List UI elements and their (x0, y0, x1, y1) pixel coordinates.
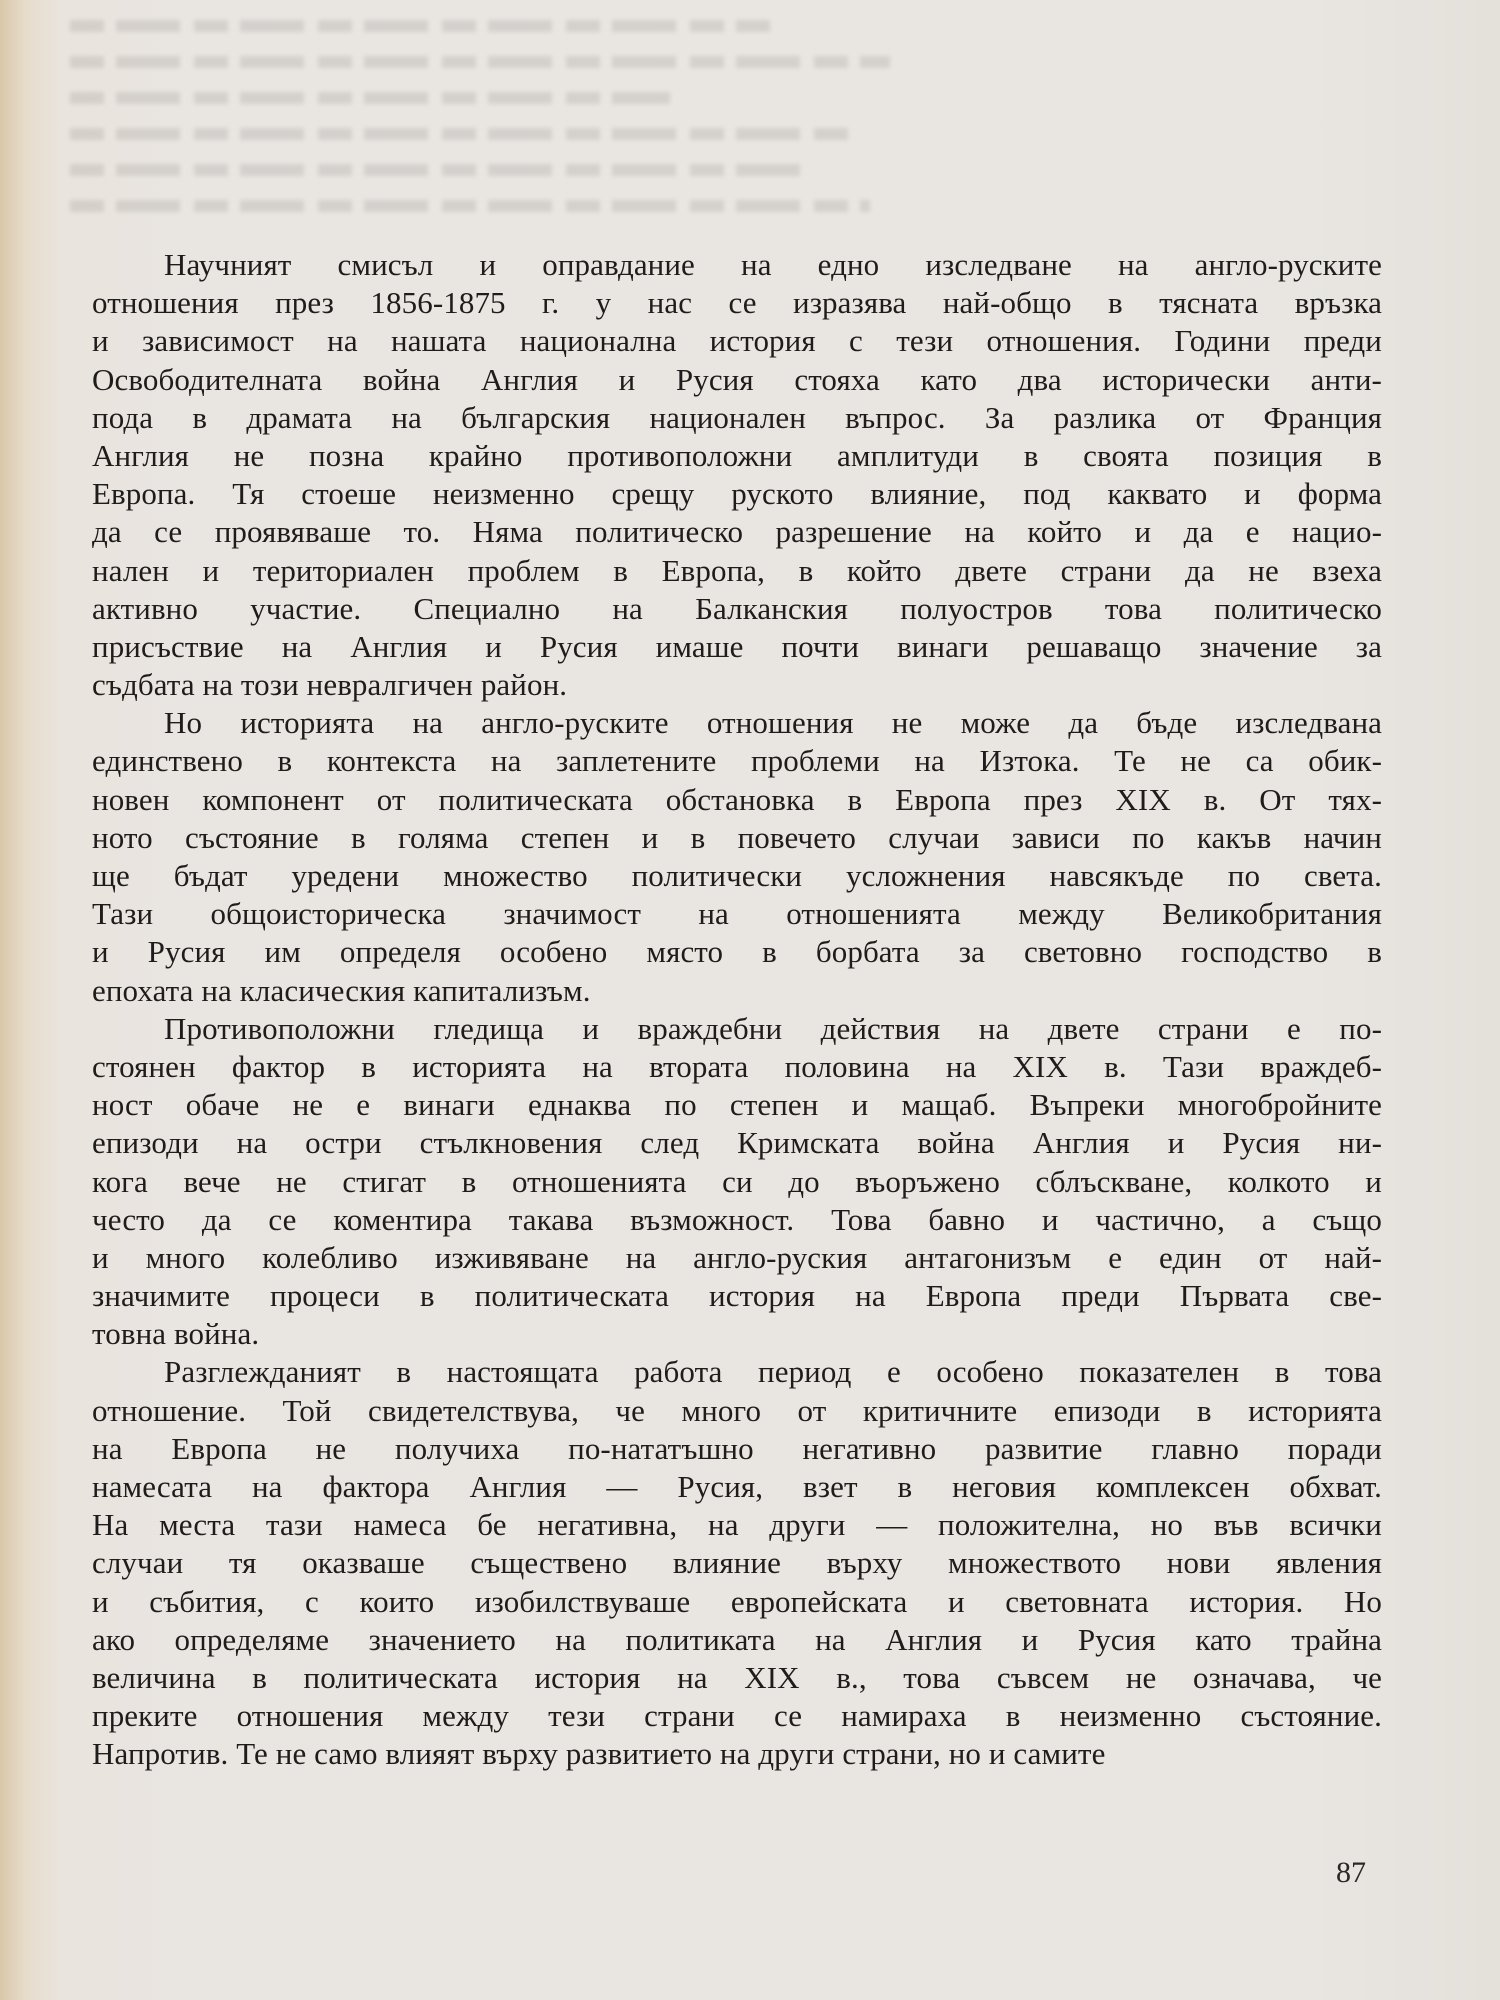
text-line: ното състояние в голяма степен и в повечето случаи зависи по какъв начин (92, 819, 1382, 855)
text-line: пода в драмата на българския национален въпрос. За разлика от Франция (92, 399, 1382, 435)
text-line: кога вече не стигат в отношенията си до въоръжено сблъскване, колкото и (92, 1163, 1382, 1199)
paragraph (92, 704, 1382, 1010)
text-line: ност обаче не е винаги еднаква по степен и мащаб. Въпреки многобройните (92, 1087, 1382, 1123)
text-line: да се проявяваше то. Няма политическо разрешение на който и да е нацио- (92, 514, 1382, 550)
paragraph (92, 1010, 1382, 1354)
text-line: Англия не позна крайно противоположни амплитуди в своята позиция в (92, 437, 1382, 473)
text-line: случаи тя оказваше съществено влияние върху множеството нови явления (92, 1545, 1382, 1581)
text-line: често да се коментира такава възможност. Това бавно и частично, а също (92, 1201, 1382, 1237)
text-line: На места тази намеса бе негативна, на други — положителна, но във всички (92, 1507, 1382, 1543)
body-text (92, 246, 1382, 1774)
reverse-side-bleed-through (70, 20, 1070, 250)
text-line: отношение. Той свидетелствува, че много от критичните епизоди в историята (92, 1392, 1382, 1428)
text-line: единствено в контекста на заплетените проблеми на Изтока. Те не са обик- (92, 743, 1382, 779)
text-line: Разглежданият в настоящата работа период е особено показателен в това (164, 1354, 1382, 1390)
text-line: нален и териториален проблем в Европа, в който двете страни да не взеха (92, 552, 1382, 588)
text-line: новен компонент от политическата обстановка в Европа през XIX в. От тях- (92, 781, 1382, 817)
paragraph (92, 246, 1382, 704)
text-line: намесата на фактора Англия — Русия, взет в неговия комплексен обхват. (92, 1469, 1382, 1504)
text-line: товна война. (92, 1316, 260, 1352)
text-line: и Русия им определя особено място в борбата за световно господство в (92, 934, 1382, 970)
text-line: на Европа не получиха по-нататъшно негативно развитие главно поради (92, 1430, 1382, 1466)
text-line: епохата на класическия капитализъм. (92, 972, 591, 1008)
text-line: и много колебливо изживяване на англо-руския антагонизъм е един от най- (92, 1239, 1382, 1275)
text-line: величина в политическата история на XIX в., това съвсем не означава, че (92, 1659, 1382, 1695)
paragraph (92, 1353, 1382, 1773)
text-line: значимите процеси в политическата история на Европа преди Първата све- (92, 1278, 1382, 1314)
text-line: активно участие. Специално на Балканския полуостров това политическо (92, 590, 1382, 626)
page-number: 87 (1336, 1856, 1366, 1889)
text-line: съдбата на този невралгичен район. (92, 667, 568, 703)
text-line: присъствие на Англия и Русия имаше почти винаги решаващо значение за (92, 628, 1382, 664)
text-line: Противоположни гледища и враждебни действия на двете страни е по- (164, 1010, 1382, 1046)
text-line: и зависимост на нашата национална история с тези отношения. Години преди (92, 323, 1382, 359)
text-line: Напротив. Те не само влияят върху развитието на други страни, но и самите (92, 1736, 1106, 1772)
text-line: Тази общоисторическа значимост на отношенията между Великобритания (92, 896, 1382, 932)
text-line: отношения през 1856-1875 г. у нас се изразява най-общо в тясната връзка (92, 285, 1382, 321)
text-line: и събития, с които изобилствуваше европейската и световната история. Но (92, 1583, 1382, 1619)
text-line: Европа. Тя стоеше неизменно срещу руското влияние, под каквато и форма (92, 476, 1382, 512)
text-line: епизоди на остри стълкновения след Кримската война Англия и Русия ни- (92, 1125, 1382, 1161)
text-line: Научният смисъл и оправдание на едно изследване на англо-руските (164, 247, 1382, 282)
text-line: ще бъдат уредени множество политически усложнения навсякъде по света. (92, 858, 1382, 893)
text-line: стоянен фактор в историята на втората половина на XIX в. Тази враждеб- (92, 1048, 1382, 1084)
text-line: Но историята на англо-руските отношения не може да бъде изследвана (164, 705, 1382, 741)
text-line: преките отношения между тези страни се намираха в неизменно състояние. (92, 1698, 1382, 1734)
text-line: ако определяме значението на политиката на Англия и Русия като трайна (92, 1621, 1382, 1657)
text-line: Освободителната война Англия и Русия стояха като два исторически анти- (92, 361, 1382, 397)
